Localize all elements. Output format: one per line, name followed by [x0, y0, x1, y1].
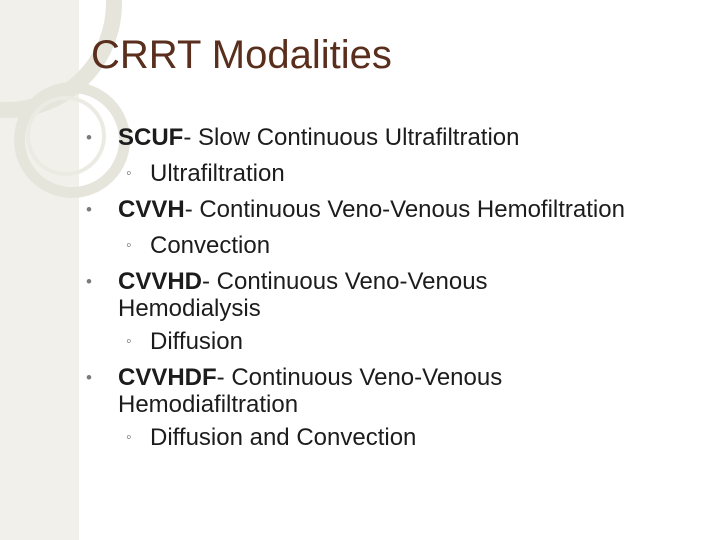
sub-bullet-text: Convection	[150, 232, 271, 259]
bullet-line	[118, 192, 714, 228]
bullet-text-continuation: Hemodialysis	[118, 295, 261, 322]
bullet-text: - Continuous Veno-Venous	[202, 268, 488, 295]
sub-bullet-cvvhdf	[0, 420, 720, 456]
bullet-text: - Continuous Veno-Venous	[216, 364, 503, 391]
sub-bullet-text: Ultrafiltration	[150, 160, 285, 187]
bullet-marker: •	[86, 368, 92, 387]
bullet-marker: •	[86, 200, 92, 219]
sub-bullet-scuf	[0, 156, 720, 192]
bullet-abbreviation: CVVH	[118, 196, 185, 223]
bullet-text: - Continuous Veno-Venous Hemofiltration	[184, 196, 625, 223]
bullet-item-cvvh	[0, 192, 720, 228]
sub-bullet-text: Diffusion and Convection	[150, 424, 417, 451]
bullet-list	[0, 120, 720, 456]
sub-bullet-cvvhd	[0, 324, 720, 360]
sub-bullet-marker: ◦	[126, 333, 132, 350]
slide-title: CRRT Modalities	[91, 33, 392, 77]
sub-bullet-marker: ◦	[126, 429, 132, 446]
bullet-abbreviation: CVVHDF	[118, 364, 217, 391]
sub-bullet-text: Diffusion	[150, 328, 243, 355]
bullet-item-scuf	[0, 120, 720, 156]
bullet-marker: •	[86, 272, 92, 291]
bullet-text-continuation: Hemodiafiltration	[118, 391, 299, 418]
bullet-abbreviation: SCUF	[118, 124, 184, 151]
sub-bullet-cvvh	[0, 228, 720, 264]
bullet-line	[118, 120, 714, 156]
bullet-item-cvvhdf	[0, 360, 720, 420]
bullet-text: - Slow Continuous Ultrafiltration	[183, 124, 520, 151]
bullet-marker: •	[86, 128, 92, 147]
sub-bullet-marker: ◦	[126, 165, 132, 182]
bullet-item-cvvhd	[0, 264, 720, 324]
sub-bullet-marker: ◦	[126, 237, 132, 254]
bullet-abbreviation: CVVHD	[118, 268, 203, 295]
